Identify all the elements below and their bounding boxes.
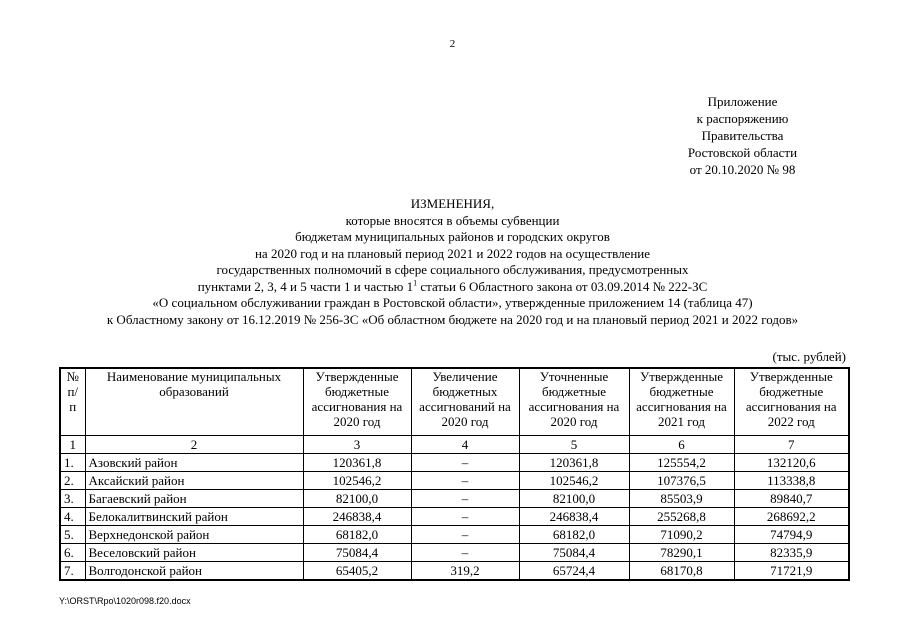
row-number: 7. <box>60 562 85 581</box>
title-line5-part: пунктами 2, 3, 4 и 5 части 1 и частью 1 <box>197 278 414 294</box>
table-row <box>60 508 849 526</box>
title-line5-superscript: 1 <box>413 278 418 288</box>
municipality-name: Азовский район <box>85 454 303 472</box>
amount-cell: 65724,4 <box>519 562 629 581</box>
header-cell: № п/п <box>60 368 85 436</box>
title-line: которые вносятся в объемы субвенции <box>345 212 560 228</box>
amount-cell: 268692,2 <box>734 508 849 526</box>
amount-cell: – <box>411 544 519 562</box>
file-path-footer: Y:\ORST\Rpo\1020r098.f20.docx <box>59 596 191 606</box>
column-number: 4 <box>411 436 519 454</box>
amount-cell: 255268,8 <box>629 508 734 526</box>
amount-cell: 68170,8 <box>629 562 734 581</box>
title-line <box>0 279 905 296</box>
appendix-line: от 20.10.2020 № 98 <box>689 162 796 177</box>
amount-cell: – <box>411 472 519 490</box>
amount-cell: 246838,4 <box>519 508 629 526</box>
amount-cell: 71090,2 <box>629 526 734 544</box>
amount-cell: 82100,0 <box>303 490 411 508</box>
row-number: 5. <box>60 526 85 544</box>
header-cell: Уточненные бюджетные ассигнования на 2020 год <box>519 368 629 436</box>
amount-cell: 319,2 <box>411 562 519 581</box>
amount-cell: 120361,8 <box>519 454 629 472</box>
subvention-table <box>59 367 850 581</box>
row-number: 1. <box>60 454 85 472</box>
column-number: 2 <box>85 436 303 454</box>
municipality-name: Верхнедонской район <box>85 526 303 544</box>
municipality-name: Аксайский район <box>85 472 303 490</box>
municipality-name: Багаевский район <box>85 490 303 508</box>
header-cell: Утвержденные бюджетные ассигнования на 2020 год <box>303 368 411 436</box>
column-number: 3 <box>303 436 411 454</box>
amount-cell: 113338,8 <box>734 472 849 490</box>
municipality-name: Волгодонской район <box>85 562 303 581</box>
amount-cell: 65405,2 <box>303 562 411 581</box>
amount-cell: – <box>411 490 519 508</box>
header-cell: Увеличение бюджетных ассигнований на 2020 год <box>411 368 519 436</box>
appendix-block <box>660 93 825 178</box>
amount-cell: 102546,2 <box>519 472 629 490</box>
amount-cell: – <box>411 526 519 544</box>
amount-cell: 75084,4 <box>519 544 629 562</box>
table-row <box>60 544 849 562</box>
amount-cell: 78290,1 <box>629 544 734 562</box>
title-line: бюджетам муниципальных районов и городских округов <box>295 229 610 244</box>
units-label: (тыс. рублей) <box>772 349 846 364</box>
header-cell: Наименование муниципальных образований <box>85 368 303 436</box>
amount-cell: 82100,0 <box>519 490 629 508</box>
row-number: 6. <box>60 544 85 562</box>
column-number: 5 <box>519 436 629 454</box>
table-row <box>60 562 849 581</box>
table-row <box>60 490 849 508</box>
row-number: 4. <box>60 508 85 526</box>
amount-cell: – <box>411 454 519 472</box>
amount-cell: 107376,5 <box>629 472 734 490</box>
title-line: к Областному закону от 16.12.2019 № 256-ЗС «Об областном бюджете на 2020 год и на плановый период 2021 и 2022 годов» <box>106 311 799 327</box>
title-line: государственных полномочий в сфере социального обслуживания, предусмотренных <box>216 262 689 277</box>
title-heading: ИЗМЕНЕНИЯ, <box>410 196 495 211</box>
amount-cell: 68182,0 <box>519 526 629 544</box>
appendix-line: Ростовской области <box>687 145 798 160</box>
title-line5-part: статьи 6 Областного закона от 03.09.2014 № 222-ЗС <box>417 278 708 294</box>
amount-cell: 102546,2 <box>303 472 411 490</box>
column-number: 1 <box>60 436 85 454</box>
column-number: 7 <box>734 436 849 454</box>
row-number: 3. <box>60 490 85 508</box>
table-row <box>60 472 849 490</box>
amount-cell: 120361,8 <box>303 454 411 472</box>
amount-cell: 68182,0 <box>303 526 411 544</box>
amount-cell: 82335,9 <box>734 544 849 562</box>
amount-cell: 71721,9 <box>734 562 849 581</box>
amount-cell: 74794,9 <box>734 526 849 544</box>
amount-cell: 132120,6 <box>734 454 849 472</box>
municipality-name: Белокалитвинский район <box>85 508 303 526</box>
page-number: 2 <box>449 38 456 50</box>
document-title <box>0 196 905 328</box>
amount-cell: 85503,9 <box>629 490 734 508</box>
amount-cell: 125554,2 <box>629 454 734 472</box>
header-cell: Утвержденные бюджетные ассигнования на 2022 год <box>734 368 849 436</box>
table-row <box>60 526 849 544</box>
header-cell: Утвержденные бюджетные ассигнования на 2021 год <box>629 368 734 436</box>
amount-cell: 246838,4 <box>303 508 411 526</box>
amount-cell: 75084,4 <box>303 544 411 562</box>
column-number: 6 <box>629 436 734 454</box>
amount-cell: 89840,7 <box>734 490 849 508</box>
row-number: 2. <box>60 472 85 490</box>
municipality-name: Веселовский район <box>85 544 303 562</box>
title-line: на 2020 год и на плановый период 2021 и 2022 годов на осуществление <box>254 245 651 261</box>
column-number-row <box>60 436 849 454</box>
appendix-line: Правительства <box>701 128 784 143</box>
table-row <box>60 454 849 472</box>
appendix-line: к распоряжению <box>696 111 789 126</box>
amount-cell: – <box>411 508 519 526</box>
appendix-line: Приложение <box>707 94 778 109</box>
title-line: «О социальном обслуживании граждан в Ростовской области», утвержденные приложением 14 (таблица 47) <box>152 295 753 310</box>
